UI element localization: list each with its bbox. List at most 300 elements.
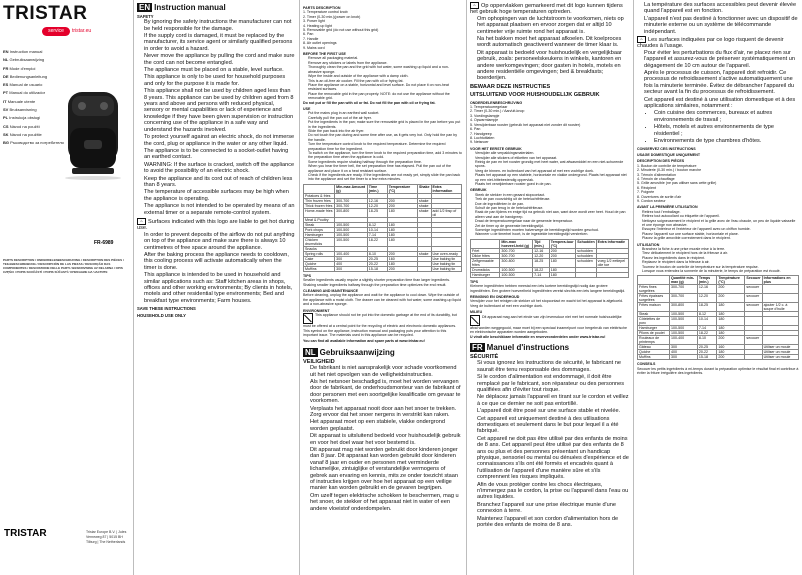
list-item: • Après le processus de cuisson, l'appareil doit refroidir. Ce processus de refroidissement s'active automatiquement une fois la minuterie terminée. Évitez de débrancher l'appareil du secteur avant la fin du processus de refroidissement. (644, 70, 799, 96)
table-cell: 200 (717, 336, 745, 345)
french-before-list (637, 210, 799, 241)
table-cell: 400 (669, 350, 697, 355)
table-cell: 18-25 (697, 303, 717, 312)
environment-heading: ENVIRONMENT (303, 308, 330, 313)
table-cell: 300-700 (500, 253, 533, 258)
list-item: • L'appareil doit être posé sur une surface stable et nivelée. (477, 408, 629, 414)
table-cell: Dikke frites (471, 253, 500, 258)
support-text: You can find all available information and spare parts at www.tristar.eu! (303, 339, 425, 344)
table-cell: Muffins (304, 266, 335, 271)
language-label: Manual de usuario (9, 82, 43, 88)
table-header-cell: Tempera-tuur (°C) (549, 239, 576, 248)
table-cell: 18-22 (533, 267, 550, 272)
french-cooking-table (637, 275, 799, 360)
safety-heading: SAFETY (137, 14, 154, 19)
list-item: • Cet appareil ne doit pas être utilisé par des enfants de moins de 8 ans. Cet appareil peut être utilisé par des enfants de 8 ans ou plus et des personnes présentant un handicap physique, sensoriel ou mental ou dénuées d'expérience et de connaissances s'ils ont été formés et encadrés quant à l'utilisation de l'appareil d'une manière sûre et s'ils comprennent les risques impliqués. (477, 436, 629, 481)
french-usage-list (647, 110, 799, 144)
list-item: • Pour éviter les perturbations du flux d'air, ne placez rien sur l'appareil et assurez-vous de préserver systématiquement un dégagement de 10 cm autour de l'appareil. (644, 50, 799, 69)
table-header-cell (471, 239, 500, 248)
part-item: 7. Handle (303, 36, 319, 41)
language-code: DE (3, 73, 9, 79)
table-cell: Chicken drumsticks (304, 237, 335, 246)
table-cell: shake (417, 251, 431, 256)
table-cell: 180 (387, 222, 417, 227)
table-cell: Friet (471, 248, 500, 253)
table-cell: 7-14 (533, 272, 550, 277)
list-item: • Verwijder alle verpakkingsmaterialen. (475, 151, 629, 155)
language-code: SV (3, 107, 9, 113)
part-item: 3. Power light (303, 19, 325, 24)
use-heading: USE (303, 106, 311, 111)
cleaning-heading: CLEANING AND MAINTENANCE (303, 289, 358, 294)
list-item: • Ne déplacez jamais l'appareil en tirant sur le cordon et veillez à ce que ce dernier ne soit pas entortillé. (477, 394, 629, 407)
footer-brand: TRISTAR (4, 528, 47, 539)
french-use-heading: UTILISATION (637, 242, 660, 247)
table-cell: 8-10 (367, 251, 387, 256)
table-header-row (304, 184, 462, 193)
part-item: 1. Bouton de contrôle de température (637, 163, 697, 168)
dutch-hot-surface: ♨ Op oppervlakken gemarkeerd met dit logo kunnen tijdens het gebruik hoge temperaturen optreden. (470, 2, 623, 16)
table-header-cell (304, 184, 335, 193)
part-item: 9. Cordon secteur (637, 198, 666, 203)
table-cell: 100-500 (335, 222, 368, 227)
part-item: 1. Temperature control knob (303, 10, 348, 15)
list-item: • Essuyez l'intérieur et l'extérieur de l'appareil avec un chiffon humide. (642, 227, 799, 231)
table-cell: schudden (576, 248, 596, 253)
list-item: • WARNING: If the surface is cracked, switch off the appliance to avoid the possibility of an electric shock. (144, 162, 295, 175)
table-header-cell: Min-max hoeveel-heid (g) (500, 239, 533, 248)
table-cell: 300-800 (500, 258, 533, 267)
dutch-safety-list (303, 365, 462, 512)
table-cell (576, 272, 596, 277)
list-item: • Dit apparaat mag niet worden gebruikt door kinderen jonger dan 8 jaar. Dit apparaat kan worden gebruikt door kinderen vanaf 8 jaar en ouder en personen met verminderde lichamelijke, zintuiglijke of verstandelijke vermogens of gebrek aan ervaring en kennis, mits ze onder toezicht staan of instructies krijgen over hoe het apparaat op een veilige manier kan worden gebruikt en de gevaren begrijpen. (310, 447, 462, 492)
table-cell: Quiche (304, 261, 335, 266)
table-cell: 180 (387, 237, 417, 246)
list-item: • Om ophopingen van de luchtstroom te voorkomen, niets op het apparaat plaatsen en ervoor zorgen dat er altijd 10 centimeter vrije ruimte rond het apparaat is. (477, 16, 629, 35)
table-cell: 18-25 (367, 208, 387, 217)
footer-address: Tristar Europe B.V. | Jules Verneweg 87 | 5015 BH Tilburg | The Netherlands (86, 530, 127, 544)
list-item: • Placez les ingrédients dans le récipient. (642, 256, 799, 260)
table-cell: Pork chops (304, 227, 335, 232)
language-item (3, 114, 53, 122)
table-cell: 12-20 (697, 294, 717, 303)
language-item (3, 131, 53, 139)
table-cell: Use baking tin (431, 256, 461, 261)
list-item: • Placez la grille amovible correctement dans le récipient. (642, 236, 799, 240)
table-cell (762, 294, 798, 303)
list-item: • Plaats het verwijderbare rooster goed in de pan. (475, 182, 629, 186)
list-item: • Hôtels, motels et autres environnements de type résidentiel ; (654, 124, 799, 137)
dutch-safety-heading: VEILIGHEID (303, 358, 335, 365)
table-header-cell: Temps (min.) (697, 276, 717, 285)
table-cell: 300-700 (335, 198, 368, 203)
table-cell: 8-10 (697, 336, 717, 345)
list-item: • Cet appareil est uniquement destiné à des utilisations domestiques et seulement dans le but pour lequel il a été fabriqué. (477, 416, 629, 435)
table-cell: 300-700 (669, 294, 697, 303)
list-item: • Cet appareil est destiné à une utilisation domestique et à des applications similaires, notamment : (644, 97, 799, 110)
table-header-cell: Temperature (°C) (387, 184, 417, 193)
list-item: • Retirez tout l'emballage. (642, 210, 799, 214)
table-cell: 8-12 (367, 222, 387, 227)
list-item: • Sommige ingrediënten moeten halverwege de bereidingstijd worden geschud. (475, 228, 629, 232)
part-item: 8. Ouvertures de sortie d'air (637, 194, 682, 199)
table-cell: 100-500 (669, 326, 697, 331)
dutch-parts-heading: ONDERDELENBESCHRIJVING (470, 100, 523, 105)
table-cell: 12-20 (367, 203, 387, 208)
table-cell: Steak (304, 222, 335, 227)
list-item: • Placez l'appareil sur une surface stable, horizontale et plane. (642, 232, 799, 236)
french-before-heading: AVANT LA PREMIÈRE UTILISATION (637, 205, 698, 210)
language-label: Bedienungsanleitung (9, 73, 48, 79)
table-cell: 300-700 (669, 285, 697, 294)
list-item: • Dit apparaat is uitsluitend bedoeld voor huishoudelijk gebruik en voor het doel waar het voor bestemd is. (310, 433, 462, 446)
french-more-list (637, 50, 799, 110)
hot-surface-note: ♨ Surfaces indicated with this logo are liable to get hot during use. (137, 218, 295, 232)
french-save-heading: CONSERVEZ CES INSTRUCTIONS (637, 146, 696, 151)
table-cell: Use baking tin (431, 261, 461, 266)
table-cell: Hamburger (471, 272, 500, 277)
table-cell: Frites épaisses surgelées (638, 294, 670, 303)
table-cell: Utiliser un moule (762, 355, 798, 360)
english-continued-column (303, 2, 462, 572)
tips-text: Smaller ingredients usually require a slightly shorter preparation time than larger ingredients. Shaking smaller ingredients halfway through the preparation time optimizes the end result. (303, 278, 451, 287)
language-code: IT (3, 98, 7, 104)
weee-bin-icon (303, 313, 313, 324)
table-header-cell: Extra information (431, 184, 461, 193)
list-item: • Nettoyez soigneusement le récipient et la grille avec de l'eau chaude, un peu de liquide vaisselle et une éponge non abrasive. (642, 219, 799, 228)
dutch-support-text: U vindt alle beschikbare informatie en reserveonderdelen onder www.tristar.eu! (470, 334, 606, 339)
list-item: • Doe de ingrediënten in de pan. (475, 202, 629, 206)
language-item (3, 48, 53, 56)
list-item: • Verwijder alle stickers of etiketten van het apparaat. (475, 156, 629, 160)
part-item: 8. Luchtuitlaten (470, 135, 495, 140)
list-item: • Tirez délicatement le récipient hors de la friteuse à air. (642, 251, 799, 255)
table-cell: 300-800 (669, 303, 697, 312)
parts-description-note: PARTS DESCRIPTION / ONDERDELENBESCHRIJVING / DESCRIPTION DES PIÈCES / TEILEBESCHREIBUNG / DESCRIPCIÓN DE LAS PIEZAS / DESCRIÇÃO DAS COMPONENTES / DESCRIZIONE DELLE PARTI / BESKRIVNING AV DELARNA / OPIS CZĘŚCI / POPIS SOUČÁSTÍ / POPIS SÚČASTÍ / ОПИСАНИЕ НА ЧАСТИТЕ (3, 258, 124, 274)
safety-list (137, 19, 295, 216)
table-cell: 180 (717, 303, 745, 312)
french-safety-list (470, 360, 629, 528)
list-item: • Retirez tout autocollant ou étiquette de l'appareil. (642, 214, 799, 218)
table-cell: Spring rolls (304, 251, 335, 256)
table-cell: Snacks (304, 246, 335, 251)
part-item: 3. Témoin d'alimentation (637, 172, 676, 177)
list-item: • Afin de vous protéger contre les chocs électriques, n'immergez pas le cordon, la prise ou l'appareil dans l'eau ou autres liquides. (477, 482, 629, 501)
table-header-cell: Température (°C) (717, 276, 745, 285)
part-item: 4. Opwarmlampje (470, 118, 499, 123)
table-cell: Use baking tin (431, 266, 461, 271)
language-label: Gebruiksaanwijzing (9, 57, 45, 63)
french-use-list (637, 247, 799, 273)
list-item: • Draai de temperatuurregelaar naar de gewenste temperatuur. (475, 219, 629, 223)
table-cell: 300 (669, 355, 697, 360)
language-label: Manual do utilizador (9, 90, 46, 96)
table-cell: 12-16 (697, 285, 717, 294)
list-item: • Never move the appliance by pulling the cord and make sure the cord can not become entangled. (144, 53, 295, 66)
list-item: • The appliance is not intended to be operated by means of an external timer or a separate remote-control system. (144, 203, 295, 216)
more-safety-list (137, 232, 295, 304)
table-cell: 200 (387, 251, 417, 256)
table-cell: 300-700 (500, 248, 533, 253)
list-item: • Reinig de pan en het rooster grondig met heet water, wat afwasmiddel en een niet-schurende spons. (475, 160, 629, 169)
brand-logo: TRISTAR (3, 3, 88, 24)
parts-heading: PARTS DESCRIPTION (303, 6, 341, 10)
language-item (3, 56, 53, 64)
language-item (3, 65, 53, 73)
language-code: BG (3, 140, 9, 146)
table-cell: secouer (745, 303, 762, 312)
dutch-save-heading: BEWAAR DEZE INSTRUCTIES (470, 83, 551, 90)
table-cell: Rouleaux de printemps (638, 336, 670, 345)
list-item: • Het apparaat moet op een stabiele, vlakke ondergrond worden geplaatst. (310, 419, 462, 432)
list-item: • Veeg de binnen- en buitenkant van het apparaat af met een vochtige doek. (475, 169, 629, 173)
language-code: PL (3, 115, 9, 121)
table-cell: 200 (717, 355, 745, 360)
table-cell: 7-14 (367, 232, 387, 237)
list-item: • Do not touch the pan during and some time after use, as it gets very hot. Only hold the pan by the handle. (308, 133, 462, 142)
language-label: Mode d'emploi (9, 65, 36, 71)
list-item: • Place the appliance on a stable, horizontal and level surface. Do not place it on non-heat resistant surfaces. (308, 83, 462, 92)
french-column (637, 2, 799, 572)
table-cell: 180 (549, 258, 576, 267)
language-list (3, 48, 64, 148)
table-cell: 300 (335, 266, 368, 271)
table-cell: Potatoes & fries (304, 193, 335, 198)
language-label: Instrukcja obsługi (9, 115, 41, 121)
part-item: 6. Pan (303, 32, 314, 37)
list-item: • Steek de stekker in een geaard stopcontact. (475, 193, 629, 197)
french-tips-heading: CONSEILS (637, 362, 656, 367)
french-hot-surface: ♨ Les surfaces indiquées par ce logo risquent de devenir chaudes à l'usage. (637, 37, 784, 50)
table-cell: shake (417, 208, 431, 217)
table-cell: 200 (549, 253, 576, 258)
dutch-use-heading: GEBRUIK (470, 188, 487, 193)
table-header-row (638, 276, 799, 285)
english-title: EN Instruction manual (139, 3, 226, 12)
table-cell (417, 266, 431, 271)
table-cell: 200 (549, 248, 576, 253)
table-cell: 200 (717, 294, 745, 303)
table-cell: 100-500 (669, 331, 697, 336)
dutch-cleaning-text: Verwijder voor het reinigen de stekker uit het stopcontact en wacht tot het apparaat is afgekoeld. Veeg de buitenkant af met een vochtige doek. (470, 299, 624, 308)
table-cell: 400 (335, 261, 368, 266)
language-code: NL (3, 57, 9, 63)
table-header-cell (638, 276, 670, 285)
list-item: • La température des surfaces accessibles peut devenir élevée quand l'appareil est en fonction. (644, 2, 799, 15)
list-item: • The temperature of accessible surfaces may be high when the appliance is operating. (144, 189, 295, 202)
table-cell: 15-18 (697, 355, 717, 360)
language-code: ES (3, 82, 9, 88)
part-item: 2. Minuterie (0-30 min.) / bouton marche (637, 168, 702, 173)
table-row (638, 355, 799, 360)
table-cell: 100-500 (500, 267, 533, 272)
dutch-tips-text: Kleinere ingrediënten hebben meestal een iets kortere bereidingstijd nodig dan grotere ingrediënten. Een grotere hoeveelheid ingrediënten vereist slechts een iets langere bereidingstijd. (470, 284, 626, 293)
list-item: • Branchez l'appareil sur une prise électrique munie d'une connexion à terre. (477, 502, 629, 515)
table-cell: 180 (717, 317, 745, 326)
list-item: • To switch on the appliance, turn the timer knob to the required preparation time, add 3 minutes to the preparation time when the appliance is cold. (308, 151, 462, 160)
table-cell: 100-500 (669, 312, 697, 317)
table-cell: 100-500 (335, 232, 368, 237)
list-item: • To protect yourself against an electric shock, do not immerse the cord, plug or appliance in the water or any other liquid. (144, 134, 295, 147)
table-cell: 180 (717, 326, 745, 331)
list-item: • Zet de timer op de gewenste bereidingstijd. (475, 224, 629, 228)
table-cell: 180 (717, 331, 745, 336)
list-item: • L'appareil n'est pas destiné à fonctionner avec un dispositif de minuterie externe ou un système de télécommande indépendant. (644, 16, 799, 35)
before-use-heading: BEFORE THE FIRST USE (303, 52, 346, 57)
table-row (304, 237, 462, 246)
dutch-column (470, 2, 629, 572)
list-item: • Trek de pan voorzichtig uit de heteluchtfriteuse. (475, 197, 629, 201)
table-cell: 100-500 (335, 237, 368, 246)
table-cell: 100-400 (669, 336, 697, 345)
list-item: • Put the mains plug in an earthed wall socket. (308, 111, 462, 115)
table-cell: 100-500 (335, 227, 368, 232)
table-cell: 300-700 (335, 203, 368, 208)
list-item: • This appliance is only to be used for household purposes and only for the purpose it is made for. (144, 74, 295, 87)
service-url: tristar.eu (72, 28, 92, 34)
table-cell: secouer (745, 336, 762, 345)
dutch-more-list (470, 16, 629, 82)
dutch-title: NL Gebruiksaanwijzing (305, 347, 395, 357)
table-cell (596, 272, 628, 277)
list-item: • The appliance must be placed on a stable, level surface. (144, 67, 295, 73)
table-cell: 160 (717, 345, 745, 350)
table-cell: 200 (387, 266, 417, 271)
table-cell: Gâteau (638, 345, 670, 350)
list-item: • Replacez le récipient dans la friteuse à air. (642, 260, 799, 264)
dutch-before-list (470, 151, 629, 186)
cover-panel (0, 0, 133, 575)
french-tips-text: Secouer les petits ingrédients à mi-temps durant la préparation optimise le résultat final et contribue à éviter la friture irrégulière des ingrédients. (637, 366, 799, 376)
table-cell: 18-22 (697, 331, 717, 336)
table-header-cell: Tijd (min.) (533, 239, 550, 248)
before-use-list (303, 56, 462, 100)
parts-list (303, 10, 462, 50)
table-row (638, 317, 799, 326)
table-cell: Thick frozen fries (304, 203, 335, 208)
list-item: • Turn the temperature control knob to the required temperature. Determine the required preparation time for the ingredient. (308, 142, 462, 151)
table-header-cell: Schudden (576, 239, 596, 248)
list-item: • Carefully pull the pan out of the air fryer. (308, 116, 462, 120)
list-item: • Om uzelf tegen elektrische schokken te beschermen, mag u het snoer, de stekker of het apparaat niet in water of een andere vloeistof onderdompelen. (310, 493, 462, 512)
part-item: 6. Pan (470, 127, 481, 132)
table-cell: Drumsticks (471, 267, 500, 272)
table-header-cell: Informations en plus (762, 276, 798, 285)
list-item: • Tournez le bouton de contrôle de température sur la température requise. (642, 265, 799, 269)
table-cell: Muffins (638, 355, 670, 360)
part-item: 9. Mains cord (303, 45, 325, 50)
table-row (471, 272, 629, 277)
language-code: CS (3, 123, 9, 129)
table-cell (431, 237, 461, 246)
list-item: • Dit apparaat is bedoeld voor huishoudelijk en vergelijkbaar gebruik, zoals: personeelskeukens in winkels, kantoren en andere werkomgevingen; door gasten in hotels, motels en andere residentiële omgevingen; bed & breakfasts; boerderijen. (477, 50, 629, 82)
part-item: 6. Récipient (637, 185, 656, 190)
list-item: • Si le cordon d'alimentation est endommagé, il doit être remplacé par le fabricant, son réparateur ou des personnes qualifiées afin d'éviter tout risque. (477, 374, 629, 393)
list-item: • Si vous ignorez les instructions de sécurité, le fabricant ne saurait être tenu responsable des dommages. (477, 360, 629, 373)
part-item: 2. Timer (0-30 min.) / Aan/uit-knop (470, 109, 525, 114)
model-number: FR-6989 (94, 240, 114, 246)
list-item: • Wipe the inside and outside of the appliance with a damp cloth. (308, 74, 462, 78)
table-cell: 180 (549, 272, 576, 277)
table-cell: Côtelettes de porc (638, 317, 670, 326)
table-cell: 8-12 (697, 312, 717, 317)
table-cell: 10-14 (697, 317, 717, 326)
language-label: Bruksanvisning (9, 107, 37, 113)
language-item (3, 81, 53, 89)
table-cell: 20-25 (367, 256, 387, 261)
table-row (638, 336, 799, 345)
table-row (471, 258, 629, 267)
table-cell: 20-22 (367, 261, 387, 266)
part-item: 7. Poignée (637, 190, 655, 195)
table-header-cell: Quantité min-max (g) (669, 276, 697, 285)
french-household-heading: USAGE DOMESTIQUE UNIQUEMENT (637, 152, 701, 157)
table-cell: Home-made fries (304, 208, 335, 217)
table-cell (745, 355, 762, 360)
table-cell: 15-18 (367, 266, 387, 271)
table-cell: 100-400 (335, 251, 368, 256)
language-item (3, 73, 53, 81)
table-cell: 12-16 (533, 248, 550, 253)
table-cell: Frites maison (638, 303, 670, 312)
table-cell: 12-16 (367, 198, 387, 203)
part-item: 5. Removable grid (do not use without this grid) (303, 28, 379, 33)
table-cell: 18-22 (367, 237, 387, 246)
list-item: • Wanneer u de timerbel hoort, is de ingestelde bereidingstijd verstreken. (475, 232, 629, 236)
list-item: • Plaats het apparaat op een stabiele, horizontale en vlakke ondergrond. Plaats het apparaat niet op een niet-hittebestendig oppervlak. (475, 173, 629, 182)
table-header-cell: Min-max Amount (g) (335, 184, 368, 193)
list-item: • Put the ingredients in the pan; make sure the removable grid is placed in the pan before you put in the ingredients. (308, 120, 462, 129)
environment-text: This appliance should not be put into the domestic garbage at the end of its durability, but must be offered at a central point for the recycling of electric and electronic domestic appliances. This symbol on the appliance, instruction manual and packaging puts your attention to this important issue. The materials used in this appliance can be recycled. (303, 313, 457, 337)
list-item: • This appliance shall not be used by children aged less than 8 years. This appliance can be used by children aged from 8 years and above and persons with reduced physical, sensory or mental capabilities or lack of experience and knowledge if they have been given supervision or instruction concerning use of the appliance in a safe way and understand the hazards involved. (144, 88, 295, 133)
list-item: • Als het netsnoer beschadigd is, moet het worden vervangen door de fabrikant, de onderhoudsmonteur van de fabrikant of door personen met een soortgelijke kwalificatie om gevaar te voorkomen. (310, 379, 462, 405)
language-code: PT (3, 90, 9, 96)
list-item: • Na het bakken moet het apparaat afkoelen. Dit koelproces wordt automatisch geactiveerd wanneer de timer klaar is. (477, 36, 629, 49)
list-item: • Some ingredients require shaking halfway through the preparation time. (308, 160, 462, 164)
table-cell: schudden (576, 253, 596, 258)
table-cell: 180 (387, 261, 417, 266)
tips-heading: TIPS (303, 273, 311, 278)
table-cell: Hamburger (304, 232, 335, 237)
table-cell: 180 (717, 312, 745, 317)
use-list (303, 111, 462, 182)
table-cell (417, 237, 431, 246)
table-cell: Frites fines surgelées (638, 285, 670, 294)
table-cell (762, 317, 798, 326)
table-cell: shake (417, 203, 431, 208)
table-cell: Use oven-ready (431, 251, 461, 256)
table-cell: 200 (387, 198, 417, 203)
language-code: EN (3, 49, 9, 54)
part-item: 4. Heating up light (303, 23, 332, 28)
list-item: • The appliance is to be connected to a socket-outlet having an earthed contact. (144, 148, 295, 161)
list-item: • Remove any stickers or labels from the appliance. (308, 61, 462, 65)
table-cell: 180 (387, 227, 417, 232)
list-item: • De fabrikant is niet aansprakelijk voor schade voortkomend uit het niet opvolgen van de veiligheidsinstructies. (310, 365, 462, 378)
list-item: • Branchez la fiche à une prise murale mise à la terre. (642, 247, 799, 251)
household-only: HOUSEHOLD USE ONLY (137, 313, 186, 319)
part-item: 9. Netsnoer (470, 140, 489, 145)
french-parts-heading: DESCRIPTION DES PIÈCES (637, 159, 685, 164)
french-title: FR Manuel d'instructions (472, 342, 570, 352)
table-cell: secouer (745, 294, 762, 303)
table-row (304, 208, 462, 217)
list-item: • Coin cuisine des commerces, bureaux et autres environnements de travail ; (654, 110, 799, 123)
cleaning-text: Before cleaning, unplug the appliance and wait for the appliance to cool down. Wipe the outside of the appliance with a moist cloth. The drawer can be cleaned with hot water, some washing-up liquid and a non-abrasive sponge. (303, 293, 461, 307)
table-cell: 300 (335, 256, 368, 261)
language-item (3, 123, 53, 131)
list-item: • This appliance is intended to be used in household and similar applications such as: Staff kitchen areas in shops, offices and other working environments; By clients in hotels, motels and other residential type environments; Bed and breakfast type environments; Farm houses. (144, 272, 295, 304)
